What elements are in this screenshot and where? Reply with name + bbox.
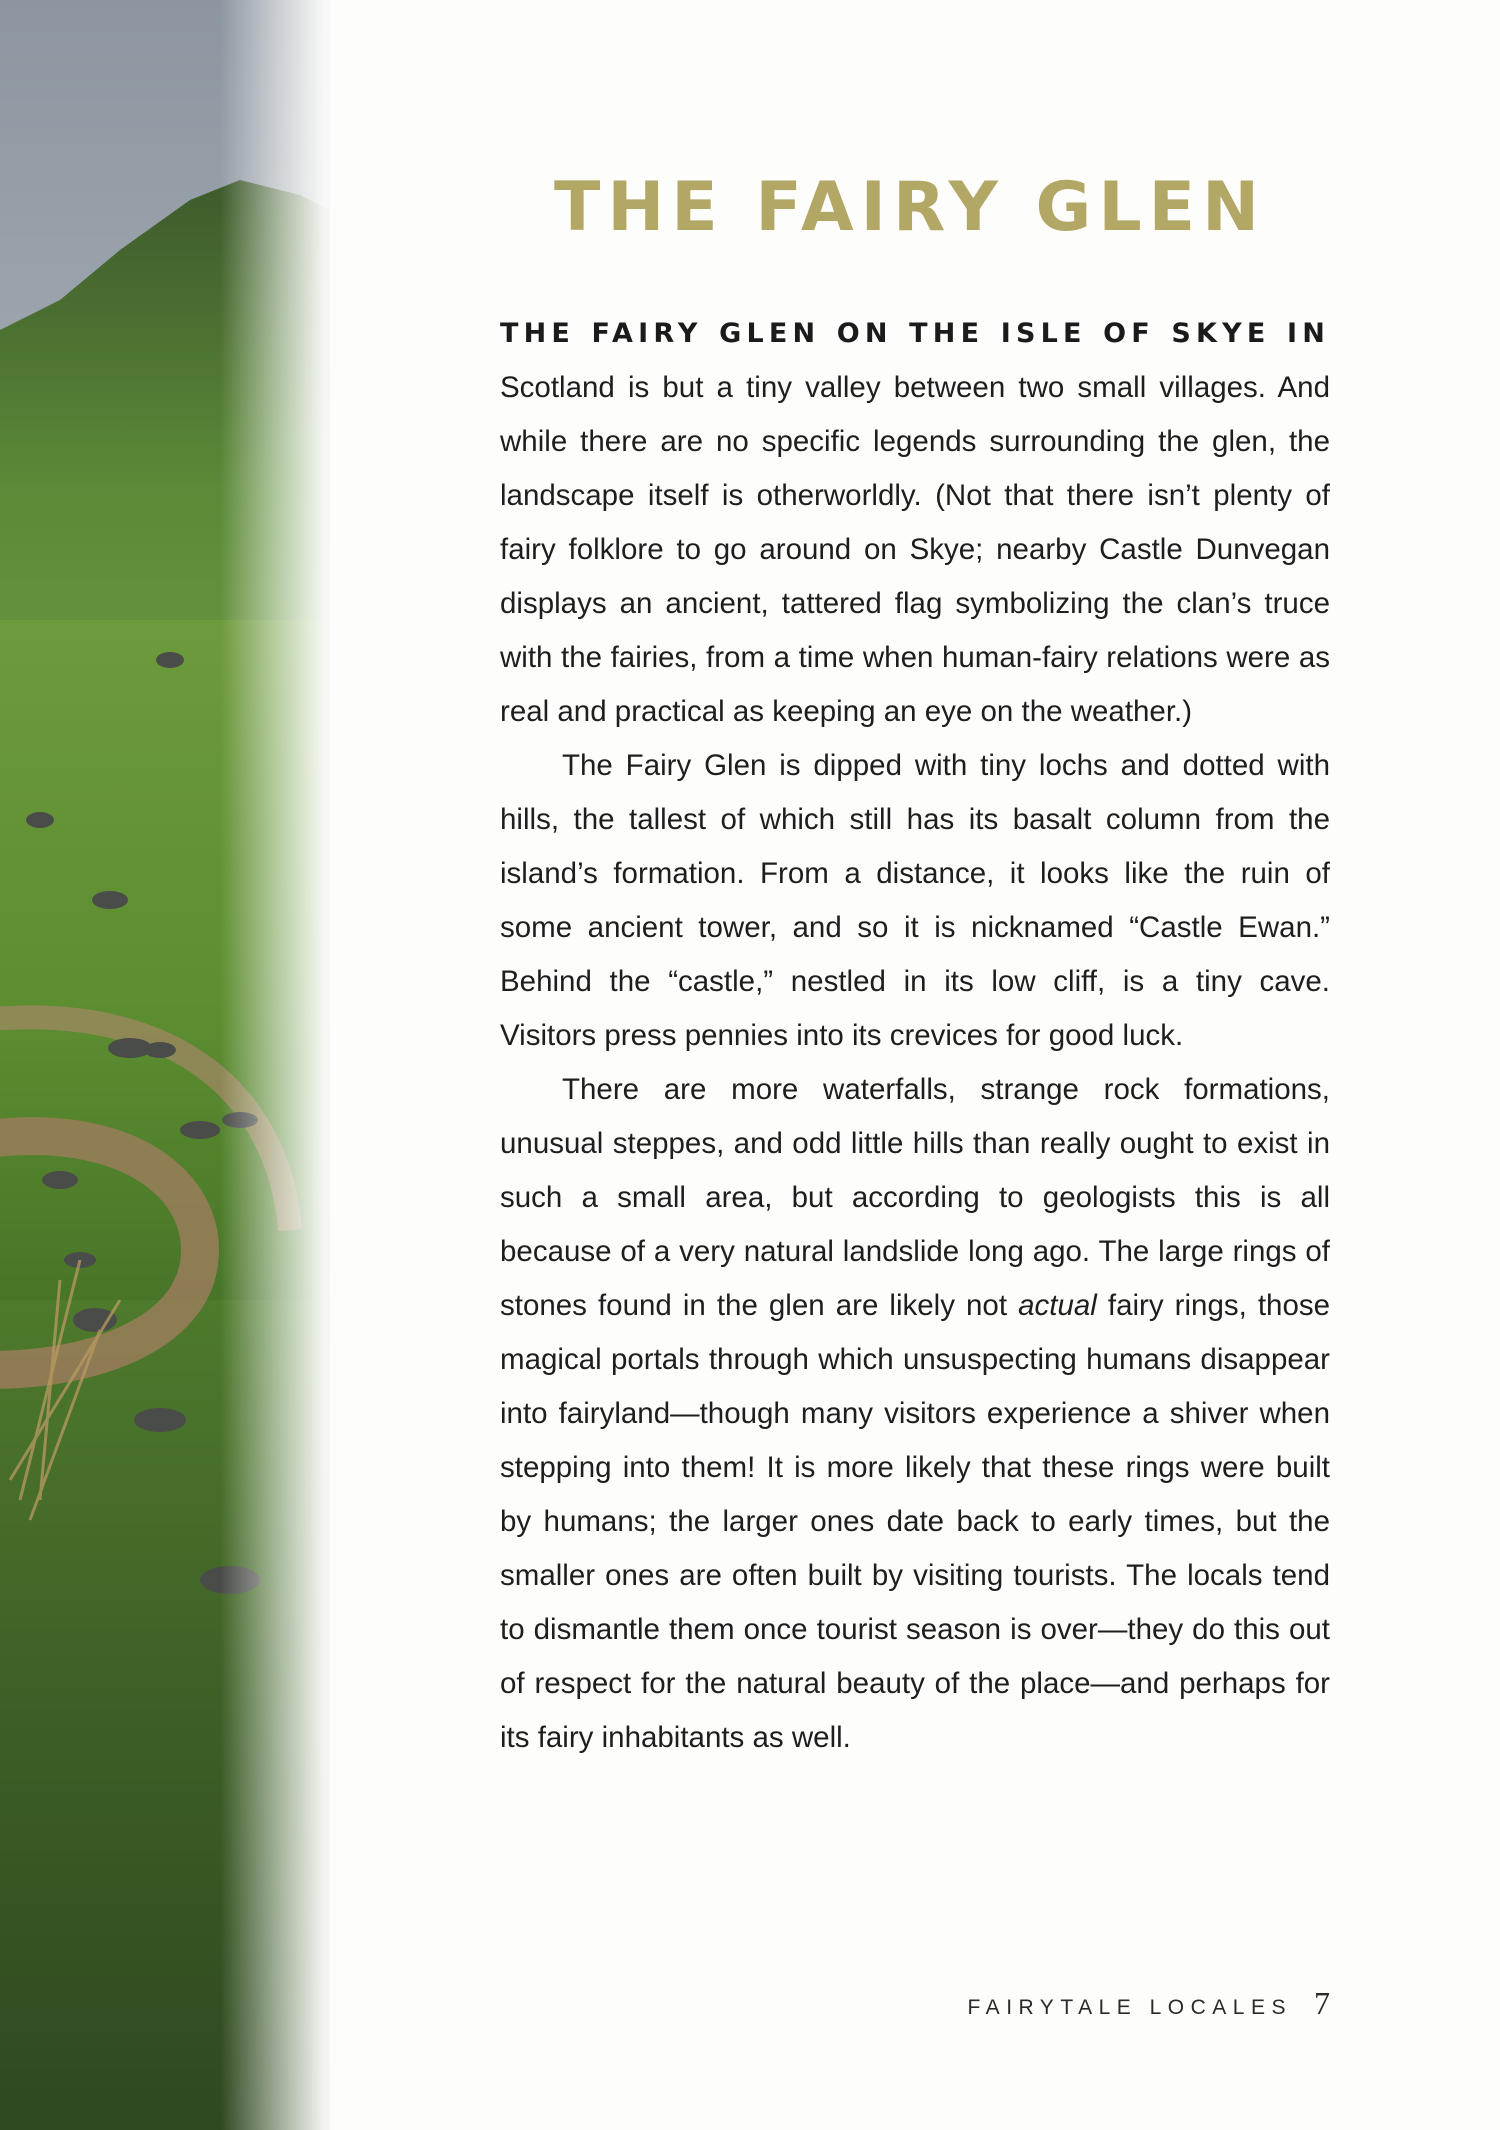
paragraph-3-text-b: fairy rings, those magical portals through which unsuspecting humans disappear into fairyland—though many visitors experience a shiver when stepping into them! It is more likely that these rings were built by humans; the larger ones date back to early times, but the smaller ones are often built by visiting tourists. The locals tend to dismantle them once tourist season is over—they do this out of respect for the natural beauty of the place—and perhaps for its fairy inhabitants as well. — [500, 1289, 1331, 1754]
page-footer — [968, 1985, 1330, 2022]
photo-fade-edge — [220, 0, 330, 2130]
paragraph-2: The Fairy Glen is dipped with tiny lochs and dotted with hills, the tallest of which still has its basalt column from the island’s formation. From a distance, it looks like the ruin of some ancient tower, and so it is nicknamed “Castle Ewan.” Behind the “castle,” nestled in its low cliff, is a tiny cave. Visitors press pennies into its crevices for good luck. — [500, 749, 1330, 1052]
paragraph-3-text-a: There are more waterfalls, strange rock formations, unusual steppes, and odd little hills than really ought to exist in such a small area, but according to geologists this is all because of a very natural landslide long ago. The large rings of stones found in the glen are likely not — [500, 1073, 1330, 1322]
lead-in-caps: THE FAIRY GLEN ON THE ISLE OF SKYE IN — [500, 318, 1330, 349]
running-footer-section: FAIRYTALE LOCALES — [967, 1996, 1292, 2019]
paragraph-3 — [500, 1063, 1330, 1765]
paragraph-1-text: Scotland is but a tiny valley between two small villages. And while there are no specific legends surrounding the glen, the landscape itself is otherworldly. (Not that there isn’t plenty of fairy folklore to go around on Skye; nearby Castle Dunvegan displays an ancient, tattered flag symbolizing the clan’s truce with the fairies, from a time when human-fairy relations were as real and practical as keeping an eye on the weather.) — [500, 371, 1330, 728]
page-number: 7 — [1314, 1985, 1330, 2021]
fairy-glen-photo — [0, 0, 330, 2130]
emphasis-actual: actual — [1018, 1289, 1097, 1322]
page-title: THE FAIRY GLEN — [553, 168, 1267, 247]
article-body — [500, 306, 1330, 1765]
paragraph-1 — [500, 306, 1330, 739]
